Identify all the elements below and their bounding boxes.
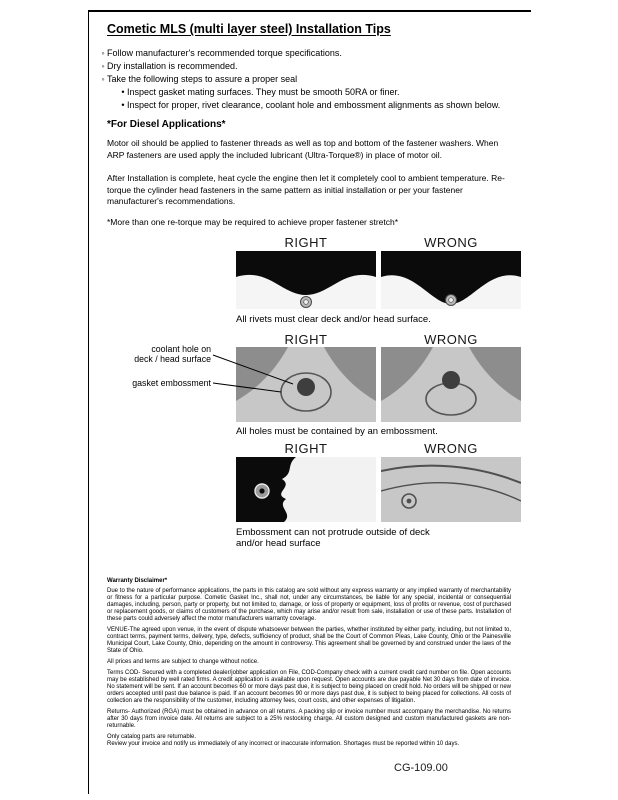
disclaimer-paragraph: All prices and terms are subject to change without notice. xyxy=(107,659,259,665)
wrong-label-row2: WRONG xyxy=(424,332,478,347)
circle-bullet-icon: ◦ xyxy=(101,61,105,71)
diagram-embossment-right xyxy=(236,457,376,522)
embossment-wrong-diagram xyxy=(381,457,521,522)
diagram-section xyxy=(89,235,531,567)
rivet-wrong-diagram xyxy=(381,251,521,309)
list-item xyxy=(99,99,519,112)
caption-embossment-line1: Embossment can not protrude outside of deck xyxy=(236,527,430,538)
dot-bullet-icon: • xyxy=(121,100,125,110)
caption-embossment xyxy=(236,527,430,549)
tip-text: Take the following steps to assure a proper seal xyxy=(107,74,298,84)
caption-rivets: All rivets must clear deck and/or head surface. xyxy=(236,314,431,325)
callout-coolant-line2: deck / head surface xyxy=(134,354,211,364)
embossment-right-diagram xyxy=(236,457,376,522)
circle-bullet-icon: ◦ xyxy=(101,74,105,84)
dot-bullet-icon: • xyxy=(121,87,125,97)
disclaimer-paragraph: Returns- Authorized (RGA) must be obtained in advance on all returns. A packing slip or invoice number must accompany the merchandise. No returns after 30 days from invoice date. All returns are subject to a 25% restocking charge. All custom designed and custom manufactured gaskets are non-returnable. xyxy=(107,709,511,729)
tip-text: Dry installation is recommended. xyxy=(107,61,238,71)
disclaimer-paragraph: VENUE-The agreed upon venue, in the event of dispute whatsoever between the parties, whether instituted by either party, including, but not limited to, contract terms, payment terms, delivery, type, defects, sufficiency of product, shall be the Court of Common Pleas, Lake County, Ohio or the Painesville Municipal Court, Lake County, Ohio, depending on the amount in controversy. This agreement shall be governed by and construed under the laws of the State of Ohio. xyxy=(107,627,511,654)
disclaimer-paragraph: Review your invoice and notify us immediately of any incorrect or inaccurate information. Shortages must be reported within 10 days. xyxy=(107,741,460,747)
disclaimer-paragraph: Only catalog parts are returnable. xyxy=(107,734,197,740)
page-frame xyxy=(88,10,531,794)
diagram-rivet-right xyxy=(236,251,376,309)
disclaimer-paragraph: Terms COD- Secured with a completed dealer/jobber application on File, COD-Company check with a current credit card number on file. Open accounts may be established by well rated firms. A credit application is available upon request. Open accounts are due payable Net 30 days from date of invoice. No statement will be sent. If an account becomes 60 or more days past due, it is subject to being placed on credit hold. No orders will be shipped or new orders accepted until past due balance is paid. If an account becomes 90 or more days past due, it is subject to being placed for collections. All costs of collection are the responsibility of the customer, including attorney fees, court costs, and other expenses of litigation. xyxy=(107,670,511,704)
right-label-row1: RIGHT xyxy=(284,235,328,250)
tip-text: Follow manufacturer's recommended torque specifications. xyxy=(107,48,342,58)
right-label-row3: RIGHT xyxy=(284,441,328,456)
circle-bullet-icon: ◦ xyxy=(101,48,105,58)
retorque-note: *More than one re-torque may be required to achieve proper fastener stretch* xyxy=(107,217,399,227)
callout-coolant-hole xyxy=(109,344,211,364)
diesel-paragraph-1: Motor oil should be applied to fastener threads as well as top and bottom of the fastener washers. When ARP fasteners are used apply the included lubricant (Ultra-Torque®) in place of motor oil. xyxy=(107,138,499,160)
diesel-applications-heading: *For Diesel Applications* xyxy=(107,119,226,130)
disclaimer-heading: Warranty Disclaimer* xyxy=(107,578,168,584)
list-item xyxy=(99,60,519,73)
diesel-paragraph-2: After Installation is complete, heat cycle the engine then let it completely cool to ambient temperature. Re-torque the cylinder head fasteners in the same pattern as initial installation or per your fastener manufacturer's recommendations. xyxy=(107,173,505,206)
tip-text: Inspect gasket mating surfaces. They must be smooth 50RA or finer. xyxy=(127,87,400,97)
warranty-disclaimer xyxy=(107,578,511,748)
tips-list xyxy=(99,47,519,112)
list-item xyxy=(99,86,519,99)
diagram-holes-right xyxy=(236,347,376,422)
callout-gasket-embossment: gasket embossment xyxy=(132,378,211,388)
callout-coolant-line1: coolant hole on xyxy=(151,344,211,354)
diagram-holes-wrong xyxy=(381,347,521,422)
diagram-rivet-wrong xyxy=(381,251,521,309)
disclaimer-paragraph: Due to the nature of performance applications, the parts in this catalog are sold without any express warranty or any implied warranty of merchantability or fitness for a particular purpose. Cometic Gasket Inc., shall not, under any circumstances, be liable for any special, incidental or consequential damages, including, person, party or property, but not limited to, damage, or loss of property or equipment, loss of profits or revenue, cost of purchased or replacement goods, or claims of customers of the purchase, which may arise and/or result from sale, installation or use of these parts. Installation of these parts could adversely affect the motor manufacturers warranty coverage. xyxy=(107,588,511,622)
holes-wrong-diagram xyxy=(381,347,521,422)
holes-right-diagram xyxy=(236,347,376,422)
list-item xyxy=(99,73,519,86)
caption-embossment-line2: and/or head surface xyxy=(236,538,321,549)
diagram-embossment-wrong xyxy=(381,457,521,522)
caption-holes: All holes must be contained by an embossment. xyxy=(236,426,438,437)
rivet-right-diagram xyxy=(236,251,376,309)
right-label-row2: RIGHT xyxy=(284,332,328,347)
tip-text: Inspect for proper, rivet clearance, coolant hole and embossment alignments as shown below. xyxy=(127,100,501,110)
list-item xyxy=(99,47,519,60)
page-number: CG-109.00 xyxy=(394,762,448,774)
wrong-label-row1: WRONG xyxy=(424,235,478,250)
wrong-label-row3: WRONG xyxy=(424,441,478,456)
page-title: Cometic MLS (multi layer steel) Installation Tips xyxy=(107,22,391,36)
